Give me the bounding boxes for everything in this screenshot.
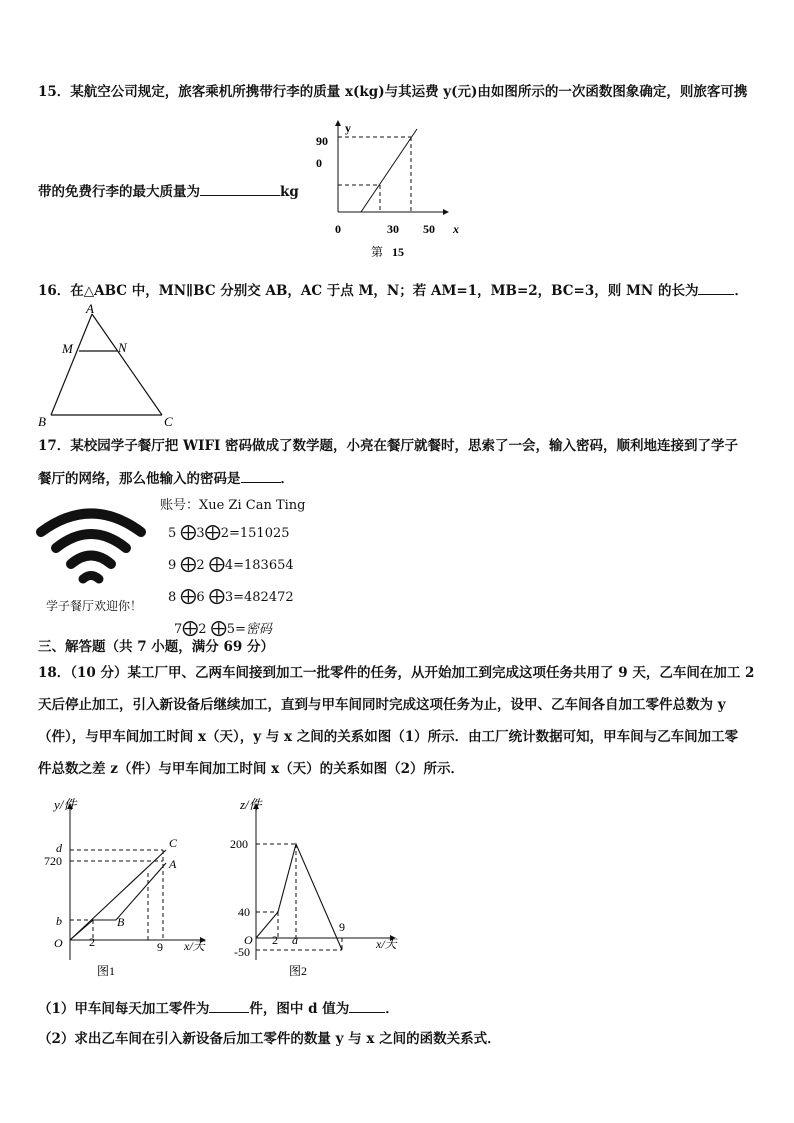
q16-label-m: M bbox=[62, 341, 73, 356]
q17-row3-result: =482472 bbox=[233, 590, 294, 605]
q17-row3-b: 6 bbox=[196, 590, 205, 605]
q18-sub2: （2）求出乙车间在引入新设备后加工零件的数量 y 与 x 之间的函数关系式． bbox=[38, 1031, 501, 1047]
q16-text bbox=[38, 281, 748, 300]
q17-row1-result: =151025 bbox=[228, 526, 290, 541]
q18-sub1 bbox=[38, 999, 399, 1018]
q16-side-ac bbox=[92, 314, 162, 415]
fig2-label-2: 2 bbox=[272, 933, 278, 947]
q17-answer-blank[interactable] bbox=[241, 469, 281, 483]
fig2-graph-line bbox=[256, 844, 342, 950]
q18-sub1-blank-1[interactable] bbox=[209, 999, 249, 1013]
q17-line2 bbox=[38, 469, 294, 488]
q18-line4: 件总数之差 z（件）与甲车间加工时间 x（天）的关系如图（2）所示． bbox=[38, 761, 465, 777]
q15-graph bbox=[305, 112, 465, 262]
q16-answer-blank[interactable] bbox=[698, 281, 734, 295]
q17-row bbox=[168, 549, 294, 581]
q17-row2-a: 9 bbox=[168, 558, 177, 573]
q15-caption-prefix: 第 bbox=[371, 245, 384, 259]
section-3-heading: 三、解答题（共 7 小题，满分 69 分） bbox=[38, 639, 274, 655]
q17-line1: 17．某校园学子餐厅把 WIFI 密码做成了数学题，小亮在餐厅就餐时，思索了一会，输入密码，顺利地连接到了学子 bbox=[38, 438, 739, 454]
q18-line1: 18．（10 分）某工厂甲、乙两车间接到加工一批零件的任务，从开始加工到完成这项任务共用了 9 天，乙车间在加工 2 bbox=[38, 665, 755, 681]
fig1-label-d: d bbox=[56, 841, 62, 855]
q17-end: ． bbox=[280, 471, 294, 487]
q15-tick-50: 50 bbox=[423, 222, 435, 236]
fig1-label-o: O bbox=[54, 936, 63, 950]
q16-label-c: C bbox=[164, 414, 173, 429]
q15-x-label: x bbox=[453, 222, 459, 236]
q17-row4-result: =密码 bbox=[234, 622, 272, 637]
q17-account: 账号：Xue Zi Can Ting bbox=[160, 498, 306, 513]
q17-row4-a: 7 bbox=[174, 622, 183, 637]
wifi-icon bbox=[36, 500, 146, 595]
fig1-label-720: 720 bbox=[44, 854, 62, 868]
q16-side-ab bbox=[51, 314, 92, 415]
q15-line1: 15．某航空公司规定，旅客乘机所携带行李的质量 x(kg)与其运费 y(元)由如图所示的一次函数图象确定，则旅客可携 bbox=[38, 84, 748, 100]
fig1-label-a: A bbox=[169, 857, 177, 871]
q18-sub1-part-a: （1）甲车间每天加工零件为 bbox=[38, 1001, 210, 1017]
q18-sub1-blank-2[interactable] bbox=[349, 999, 385, 1013]
q17-row2-result: =183654 bbox=[233, 558, 294, 573]
fig1-caption: 图1 bbox=[97, 964, 116, 978]
fig2-caption: 图2 bbox=[289, 964, 308, 978]
q15-answer-blank[interactable] bbox=[200, 182, 280, 196]
fig1-y-label: y/件 bbox=[54, 797, 77, 812]
q15-y-arrow bbox=[335, 120, 341, 126]
q18-figure-2 bbox=[222, 795, 412, 985]
circle-plus-icon: ⨁ bbox=[204, 522, 221, 541]
q15-line2 bbox=[38, 182, 299, 201]
q17-row bbox=[168, 581, 294, 613]
circle-plus-icon: ⨁ bbox=[180, 522, 197, 541]
fig2-z-label: z/件 bbox=[240, 797, 262, 812]
q16-label-a: A bbox=[86, 301, 94, 316]
q17-row4-c: 5 bbox=[226, 622, 235, 637]
q16-triangle bbox=[34, 300, 184, 430]
q15-tick-0-left: 0 bbox=[316, 156, 322, 170]
q18-line3: （件），与甲车间加工时间 x（天），y 与 x 之间的关系如图（1）所示．由工厂统计数据可知，甲车间与乙车间加工零 bbox=[38, 729, 739, 745]
q18-line2: 天后停止加工，引入新设备后继续加工，直到与甲车间同时完成这项任务为止，设甲、乙车间各自加工零件总数为 y bbox=[38, 697, 726, 713]
fig1-x-label: x/天 bbox=[184, 939, 205, 953]
q17-equations bbox=[168, 517, 294, 645]
q17-row bbox=[168, 517, 294, 549]
q17-row3-c: 3 bbox=[224, 590, 234, 605]
q17-row1-a: 5 bbox=[168, 526, 177, 541]
fig1-label-9: 9 bbox=[157, 940, 163, 954]
q17-row1-b: 3 bbox=[196, 526, 205, 541]
q18-figure-1 bbox=[38, 795, 218, 985]
q15-caption-number: 15 bbox=[392, 245, 404, 259]
q16-label-n: N bbox=[118, 340, 127, 355]
q17-line2-text: 餐厅的网络，那么他输入的密码是 bbox=[38, 471, 241, 487]
fig2-label-a: a bbox=[292, 933, 298, 947]
fig2-label-40: 40 bbox=[238, 905, 250, 919]
q15-tick-30: 30 bbox=[387, 222, 399, 236]
q15-function-line bbox=[361, 129, 417, 212]
q18-sub1-end: ． bbox=[385, 1001, 399, 1017]
q17-row1-c: 2 bbox=[220, 526, 229, 541]
fig2-label-9: 9 bbox=[339, 920, 345, 934]
circle-plus-icon: ⨁ bbox=[210, 618, 227, 637]
q17-row3-a: 8 bbox=[168, 590, 177, 605]
fig1-label-2: 2 bbox=[89, 935, 95, 949]
q16-label-b: B bbox=[38, 414, 46, 429]
circle-plus-icon: ⨁ bbox=[180, 586, 197, 605]
q16-text-body: 16．在△ABC 中，MN∥BC 分别交 AB，AC 于点 M，N；若 AM=1，MB=2，BC=3，则 MN 的长为 bbox=[38, 283, 699, 299]
fig2-label-o: O bbox=[244, 933, 253, 947]
circle-plus-icon: ⨁ bbox=[208, 554, 225, 573]
q17-row4-b: 2 bbox=[198, 622, 207, 637]
q15-x-arrow bbox=[443, 209, 449, 215]
circle-plus-icon: ⨁ bbox=[180, 554, 197, 573]
q15-unit: kg bbox=[280, 184, 299, 200]
q16-end: ． bbox=[734, 283, 748, 299]
q17-row2-c: 4 bbox=[224, 558, 234, 573]
q18-sub1-part-b: 件，图中 d 值为 bbox=[249, 1001, 350, 1017]
q15-tick-90: 90 bbox=[316, 134, 328, 148]
circle-plus-icon: ⨁ bbox=[182, 618, 199, 637]
fig1-label-b: b bbox=[56, 914, 62, 928]
fig1-label-bpoint: B bbox=[117, 915, 125, 929]
q15-y-label: y bbox=[345, 121, 351, 135]
q17-row2-b: 2 bbox=[196, 558, 205, 573]
q17-welcome: 学子餐厅欢迎你！ bbox=[46, 599, 143, 613]
fig2-label-200: 200 bbox=[230, 837, 248, 851]
q15-line2-text: 带的免费行李的最大质量为 bbox=[38, 184, 200, 200]
fig2-label-neg50: -50 bbox=[234, 945, 250, 959]
q15-origin: 0 bbox=[335, 222, 341, 236]
circle-plus-icon: ⨁ bbox=[208, 586, 225, 605]
fig2-x-label: x/天 bbox=[376, 937, 397, 951]
fig1-label-c: C bbox=[169, 836, 178, 850]
